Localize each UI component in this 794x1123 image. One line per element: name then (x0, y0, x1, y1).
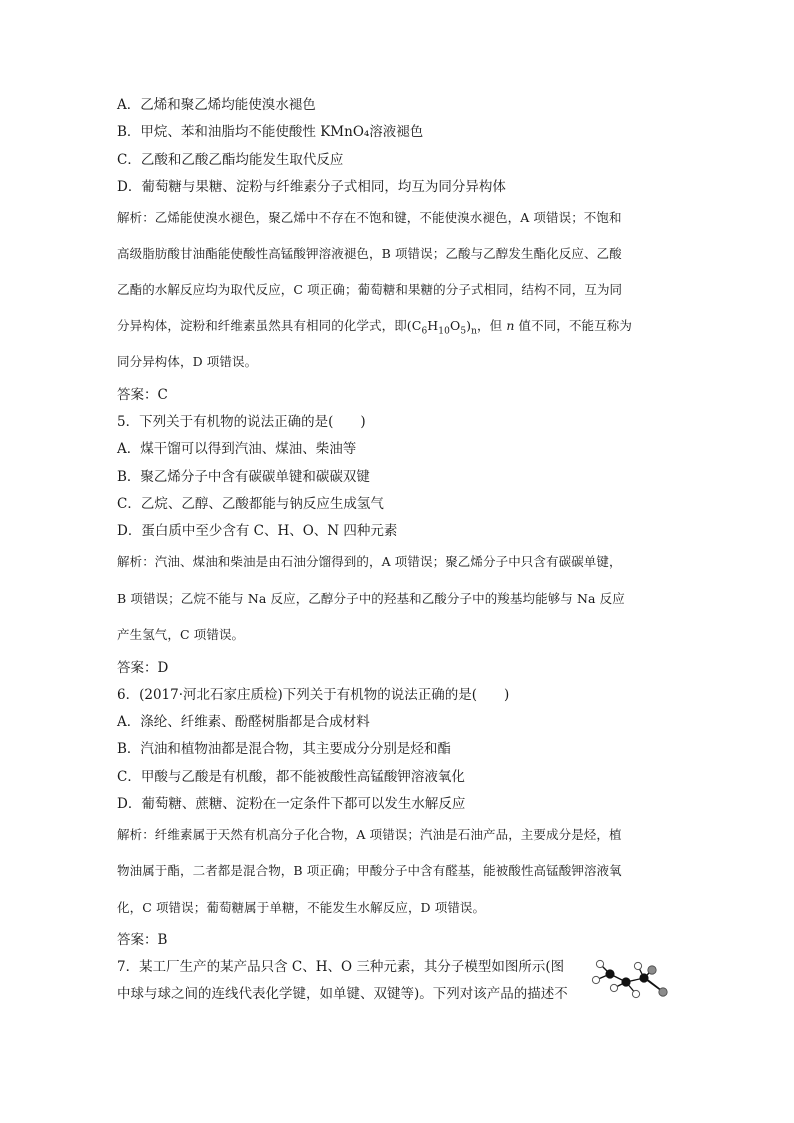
q6-stem: 6．(2017·河北石家庄质检)下列关于有机物的说法正确的是( ) (117, 687, 510, 703)
q6-option-d: D．葡萄糖、蔗糖、淀粉在一定条件下都可以发生水解反应 (117, 796, 466, 812)
text: 分异构体，淀粉和纤维素虽然具有相同的化学式，即(C (117, 318, 422, 333)
subscript: 10 (438, 326, 450, 337)
q4-analysis-line: 高级脂肪酸甘油酯能使酸性高锰酸钾溶液褪色，B 项错误；乙酸与乙醇发生酯化反应、乙酸 (117, 246, 622, 261)
molecule-model-figure (588, 952, 670, 1004)
q5-answer: 答案：D (117, 660, 169, 676)
q7-stem-line: 7．某工厂生产的某产品只含 C、H、O 三种元素，其分子模型如图所示(图 (117, 959, 565, 975)
q4-option-b: B．甲烷、苯和油脂均不能使酸性 KMnO₄溶液褪色 (117, 124, 424, 140)
q4-option-c: C．乙酸和乙酸乙酯均能发生取代反应 (117, 152, 344, 168)
carbon-atom (621, 977, 630, 986)
hydrogen-atom (592, 976, 599, 983)
q6-option-b: B．汽油和植物油都是混合物，其主要成分分别是烃和酯 (117, 741, 451, 757)
q6-analysis-line: 解析：纤维素属于天然有机高分子化合物，A 项错误；汽油是石油产品，主要成分是烃，植 (117, 827, 622, 842)
q4-answer: 答案：C (117, 387, 168, 403)
q6-answer: 答案：B (117, 932, 168, 948)
q5-analysis-line: 产生氢气，C 项错误。 (117, 627, 245, 642)
carbon-atom (605, 969, 614, 978)
carbon-atom (639, 973, 648, 982)
oxygen-atom (659, 988, 667, 996)
hydrogen-atom (610, 984, 617, 991)
q5-option-a: A．煤干馏可以得到汽油、煤油、柴油等 (117, 441, 357, 457)
text: H (427, 318, 439, 333)
q5-option-c: C．乙烷、乙醇、乙酸都能与钠反应生成氢气 (117, 496, 384, 512)
q4-analysis-line: 同分异构体，D 项错误。 (117, 354, 258, 369)
q5-analysis-line: 解析：汽油、煤油和柴油是由石油分馏得到的，A 项错误；聚乙烯分子中只含有碳碳单键， (117, 554, 622, 569)
q6-option-c: C．甲酸与乙酸是有机酸，都不能被酸性高锰酸钾溶液氧化 (117, 769, 465, 785)
q6-analysis-line: 化，C 项错误；葡萄糖属于单糖，不能发生水解反应，D 项错误。 (117, 900, 486, 915)
hydrogen-atom (632, 990, 639, 997)
q6-analysis-line: 物油属于酯，二者都是混合物，B 项正确；甲酸分子中含有醛基，能被酸性高锰酸钾溶液氧 (117, 863, 622, 878)
hydrogen-atom (634, 962, 641, 969)
q4-option-d: D．葡萄糖与果糖、淀粉与纤维素分子式相同，均互为同分异构体 (117, 179, 506, 195)
text: 值不同，不能互称为 (514, 318, 632, 333)
variable-n: n (506, 318, 515, 333)
subscript: 6 (421, 326, 428, 337)
q4-option-a: A．乙烯和聚乙烯均能使溴水褪色 (117, 97, 316, 113)
oxygen-atom (648, 966, 656, 974)
subscript: n (471, 326, 478, 337)
q5-option-b: B．聚乙烯分子中含有碳碳单键和碳碳双键 (117, 469, 370, 485)
text: ) (466, 318, 472, 333)
q5-analysis-line: B 项错误；乙烷不能与 Na 反应，乙醇分子中的羟基和乙酸分子中的羧基均能够与 Na 反应 (117, 591, 625, 606)
q4-analysis-line: 解析：乙烯能使溴水褪色，聚乙烯中不存在不饱和键，不能使溴水褪色，A 项错误；不饱和 (117, 210, 622, 225)
text: ，但 (477, 318, 507, 333)
q4-analysis-line: 乙酯的水解反应均为取代反应，C 项正确；葡萄糖和果糖的分子式相同，结构不同，互为同 (117, 282, 623, 297)
q5-option-d: D．蛋白质中至少含有 C、H、O、N 四种元素 (117, 523, 398, 539)
q5-stem: 5．下列关于有机物的说法正确的是( ) (117, 414, 366, 430)
q6-option-a: A．涤纶、纤维素、酚醛树脂都是合成材料 (117, 714, 370, 730)
q4-analysis-formula-line (117, 317, 632, 341)
text: O (449, 318, 461, 333)
subscript: 5 (460, 326, 467, 337)
hydrogen-atom (596, 960, 603, 967)
q7-stem-line: 中球与球之间的连线代表化学键，如单键、双键等)。下列对该产品的描述不 (117, 986, 568, 1002)
